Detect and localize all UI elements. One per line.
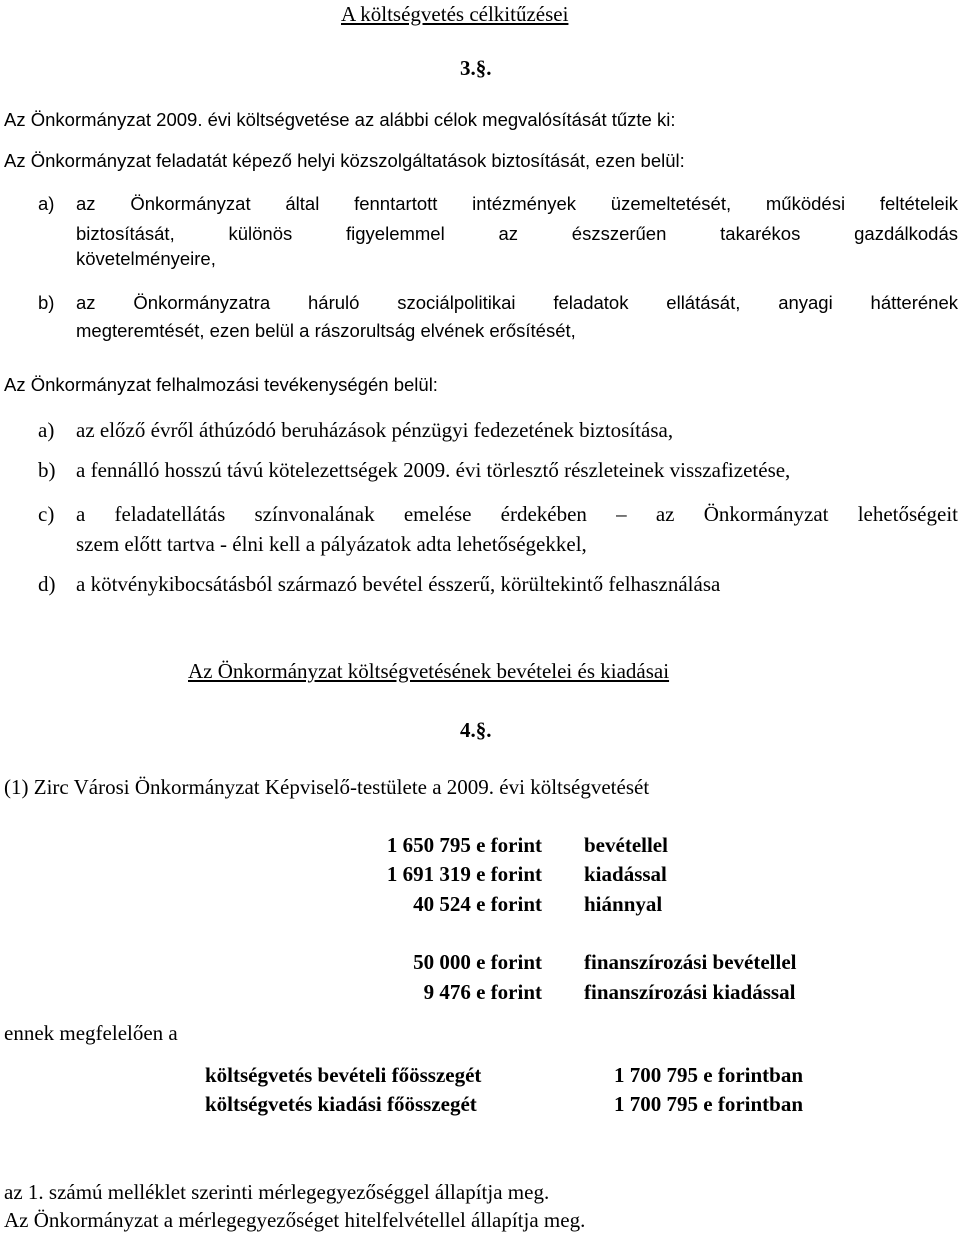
amount-expense-desc: kiadással	[584, 862, 667, 886]
section4-para1: (1) Zirc Városi Önkormányzat Képviselő-testülete a 2009. évi költségvetését	[4, 775, 650, 799]
operating-item-line: követelményeire,	[76, 248, 216, 269]
accordingly-text: ennek megfelelően a	[4, 1021, 178, 1045]
capital-item-label: d)	[38, 572, 56, 596]
financing-revenue-desc: finanszírozási bevétellel	[584, 950, 797, 974]
capital-heading: Az Önkormányzat felhalmozási tevékenységén belül:	[4, 374, 438, 395]
capital-item-a	[0, 416, 958, 444]
operating-item-label: a)	[38, 193, 55, 214]
capital-item-line: a feladatellátás színvonalának emelése érdekében – az Önkormányzat lehetőségeit	[76, 502, 958, 526]
capital-item-line: a fennálló hosszú távú kötelezettségek 2009. évi törlesztő részleteinek visszafizetése,	[76, 458, 791, 482]
operating-item-line: az Önkormányzatra háruló szociálpolitikai feladatok ellátását, anyagi hátterének	[76, 292, 958, 313]
amount-revenue-desc: bevétellel	[584, 833, 668, 857]
amount-deficit: 40 524 e forint	[413, 892, 542, 916]
operating-item-label: b)	[38, 292, 55, 313]
section3-title: A költségvetés célkitűzései	[341, 2, 569, 26]
amount-expense: 1 691 319 e forint	[386, 862, 542, 886]
total-revenue-amount: 1 700 795 e forintban	[614, 1063, 803, 1087]
capital-item-label: c)	[38, 502, 55, 526]
capital-item-label: b)	[38, 458, 56, 482]
closing-line-1: az 1. számú melléklet szerinti mérlegegyezőséggel állapítja meg.	[4, 1180, 550, 1204]
section3-intro	[4, 106, 675, 134]
operating-item-a	[0, 190, 958, 274]
capital-item-c	[0, 500, 958, 556]
total-expense-amount: 1 700 795 e forintban	[614, 1092, 803, 1116]
amount-deficit-desc: hiánnyal	[584, 892, 663, 916]
capital-item-line: szem előtt tartva - élni kell a pályázatok adta lehetőségekkel,	[76, 532, 587, 556]
operating-item-b	[0, 289, 958, 345]
capital-item-line: az előző évről áthúzódó beruházások pénzügyi fedezetének biztosítása,	[76, 418, 674, 442]
total-expense-label: költségvetés kiadási főösszegét	[205, 1092, 477, 1116]
section3-intro-text: Az Önkormányzat 2009. évi költségvetése az alábbi célok megvalósítását tűzte ki:	[4, 109, 676, 130]
section4-number: 4.§.	[460, 718, 492, 742]
amount-revenue: 1 650 795 e forint	[386, 833, 542, 857]
operating-item-line: az Önkormányzat által fenntartott intézmények üzemeltetését, működési feltételeik	[76, 193, 958, 214]
operating-heading: Az Önkormányzat feladatát képező helyi közszolgáltatások biztosítását, ezen belül:	[4, 150, 685, 171]
total-revenue-label: költségvetés bevételi főösszegét	[205, 1063, 482, 1087]
capital-item-label: a)	[38, 418, 55, 442]
operating-item-line: megteremtését, ezen belül a rászorultság elvének erősítését,	[76, 320, 576, 341]
financing-expense-desc: finanszírozási kiadással	[584, 980, 796, 1004]
financing-expense: 9 476 e forint	[423, 980, 542, 1004]
section3-number: 3.§.	[460, 56, 492, 80]
capital-item-b	[0, 456, 958, 484]
capital-item-line: a kötvénykibocsátásból származó bevétel ésszerű, körültekintő felhasználása	[76, 572, 721, 596]
operating-item-line: biztosítását, különös figyelemmel az észszerűen takarékos gazdálkodás	[76, 223, 958, 244]
section4-title: Az Önkormányzat költségvetésének bevételei és kiadásai	[188, 659, 670, 683]
financing-revenue: 50 000 e forint	[413, 950, 542, 974]
closing-line-2: Az Önkormányzat a mérlegegyezőséget hitelfelvétellel állapítja meg.	[4, 1208, 586, 1232]
capital-item-d	[0, 570, 958, 598]
